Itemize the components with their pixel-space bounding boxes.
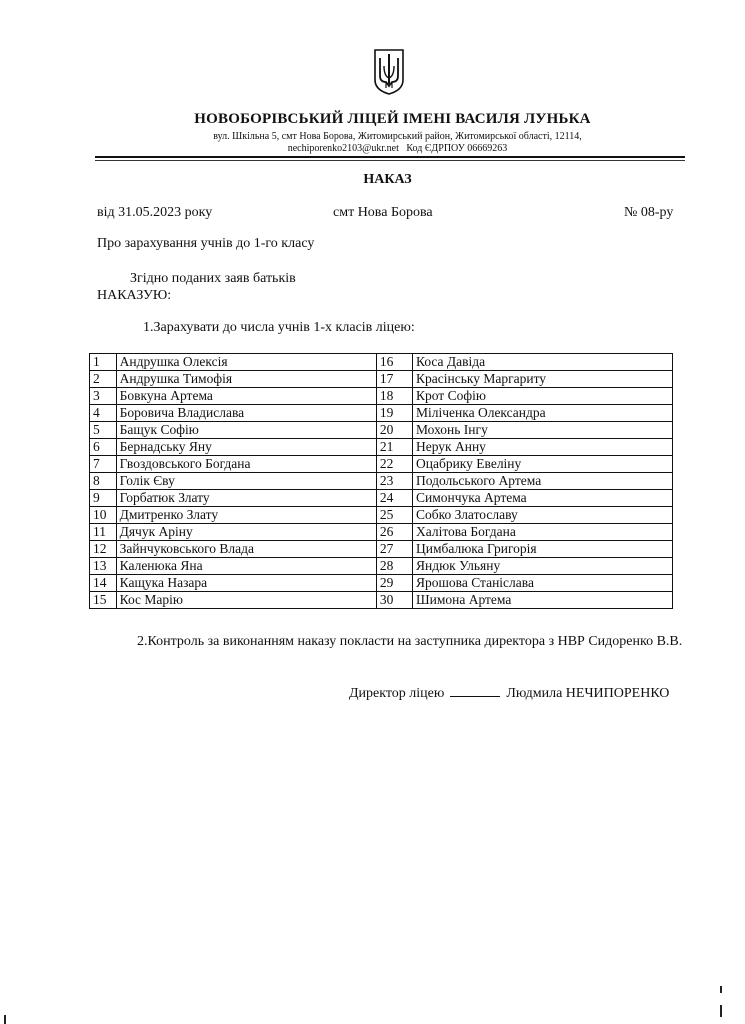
student-number: 16: [376, 354, 412, 371]
institution-address: вул. Шкільна 5, смт Нова Борова, Житомирський район, Житомирської області, 12114,: [213, 131, 582, 142]
student-name: Каленюка Яна: [116, 558, 376, 575]
student-name: Гвоздовського Богдана: [116, 456, 376, 473]
header-divider-thin: [95, 160, 685, 161]
order-item-2: 2.Контроль за виконанням наказу покласти на заступника директора з НВР Сидоренко В.В.: [137, 634, 683, 649]
order-item-1: 1.Зарахувати до числа учнів 1-х класів ліцею:: [143, 320, 415, 335]
student-name: Кос Марію: [116, 592, 376, 609]
student-name: Халітова Богдана: [412, 524, 672, 541]
institution-contact: [0, 143, 745, 154]
student-name: Симончука Артема: [412, 490, 672, 507]
signature-role: Директор ліцею: [349, 686, 445, 701]
student-number: 4: [90, 405, 117, 422]
order-place: смт Нова Борова: [333, 205, 433, 220]
signature-blank: [450, 684, 500, 697]
student-name: Крот Софію: [412, 388, 672, 405]
trident-emblem-icon: [372, 48, 406, 96]
table-row: [90, 354, 673, 371]
table-row: [90, 592, 673, 609]
student-name: Красінську Маргариту: [412, 371, 672, 388]
student-number: 5: [90, 422, 117, 439]
student-name: Дмитренко Злату: [116, 507, 376, 524]
student-name: Подольського Артема: [412, 473, 672, 490]
student-name: Голік Єву: [116, 473, 376, 490]
table-row: [90, 507, 673, 524]
students-table: [89, 353, 673, 609]
order-subject: Про зарахування учнів до 1-го класу: [97, 236, 315, 251]
order-number: № 08-ру: [624, 205, 674, 220]
institution-name: НОВОБОРІВСЬКИЙ ЛІЦЕЙ ІМЕНІ ВАСИЛЯ ЛУНЬКА: [194, 111, 591, 127]
student-number: 24: [376, 490, 412, 507]
student-number: 14: [90, 575, 117, 592]
student-number: 21: [376, 439, 412, 456]
student-number: 13: [90, 558, 117, 575]
document-title: НАКАЗ: [363, 172, 412, 187]
signature-name: Людмила НЕЧИПОРЕНКО: [506, 686, 670, 701]
student-number: 25: [376, 507, 412, 524]
student-name: Кащука Назара: [116, 575, 376, 592]
student-number: 6: [90, 439, 117, 456]
student-name: Андрушка Тимофія: [116, 371, 376, 388]
table-row: [90, 456, 673, 473]
student-number: 28: [376, 558, 412, 575]
student-name: Коса Давіда: [412, 354, 672, 371]
student-name: Боровича Владислава: [116, 405, 376, 422]
student-name: Мохонь Інгу: [412, 422, 672, 439]
table-row: [90, 541, 673, 558]
student-number: 22: [376, 456, 412, 473]
student-name: Шимона Артема: [412, 592, 672, 609]
student-number: 29: [376, 575, 412, 592]
scan-mark: [720, 986, 722, 993]
student-number: 9: [90, 490, 117, 507]
table-row: [90, 405, 673, 422]
student-number: 11: [90, 524, 117, 541]
student-number: 8: [90, 473, 117, 490]
scan-mark: [720, 1005, 722, 1017]
table-row: [90, 490, 673, 507]
table-row: [90, 558, 673, 575]
table-row: [90, 371, 673, 388]
student-number: 23: [376, 473, 412, 490]
student-name: Нерук Анну: [412, 439, 672, 456]
table-row: [90, 388, 673, 405]
order-date: від 31.05.2023 року: [97, 205, 213, 220]
student-number: 7: [90, 456, 117, 473]
student-number: 20: [376, 422, 412, 439]
student-number: 1: [90, 354, 117, 371]
order-word: НАКАЗУЮ:: [97, 288, 172, 303]
student-number: 17: [376, 371, 412, 388]
order-basis: Згідно поданих заяв батьків: [130, 271, 296, 286]
student-number: 26: [376, 524, 412, 541]
student-name: Цимбалюка Григорія: [412, 541, 672, 558]
student-name: Дячук Аріну: [116, 524, 376, 541]
institution-email: nechiporenko2103@ukr.net: [287, 143, 399, 154]
student-name: Зайнчуковського Влада: [116, 541, 376, 558]
student-number: 12: [90, 541, 117, 558]
student-number: 18: [376, 388, 412, 405]
student-name: Бовкуна Артема: [116, 388, 376, 405]
student-number: 3: [90, 388, 117, 405]
student-name: Бернадську Яну: [116, 439, 376, 456]
signature-line: [349, 684, 669, 702]
student-number: 27: [376, 541, 412, 558]
student-number: 19: [376, 405, 412, 422]
student-name: Андрушка Олексія: [116, 354, 376, 371]
table-row: [90, 575, 673, 592]
student-number: 10: [90, 507, 117, 524]
student-name: Оцабрику Евеліну: [412, 456, 672, 473]
student-number: 30: [376, 592, 412, 609]
student-number: 15: [90, 592, 117, 609]
table-row: [90, 439, 673, 456]
student-name: Ярошова Станіслава: [412, 575, 672, 592]
student-number: 2: [90, 371, 117, 388]
student-name: Собко Златославу: [412, 507, 672, 524]
student-name: Горбатюк Злату: [116, 490, 376, 507]
student-name: Міліченка Олександра: [412, 405, 672, 422]
table-row: [90, 473, 673, 490]
student-name: Бащук Софію: [116, 422, 376, 439]
table-row: [90, 422, 673, 439]
student-name: Яндюк Ульяну: [412, 558, 672, 575]
scan-mark: [4, 1015, 6, 1024]
table-row: [90, 524, 673, 541]
header-divider-thick: [95, 156, 685, 158]
institution-code: Код ЄДРПОУ 06669263: [406, 143, 508, 154]
